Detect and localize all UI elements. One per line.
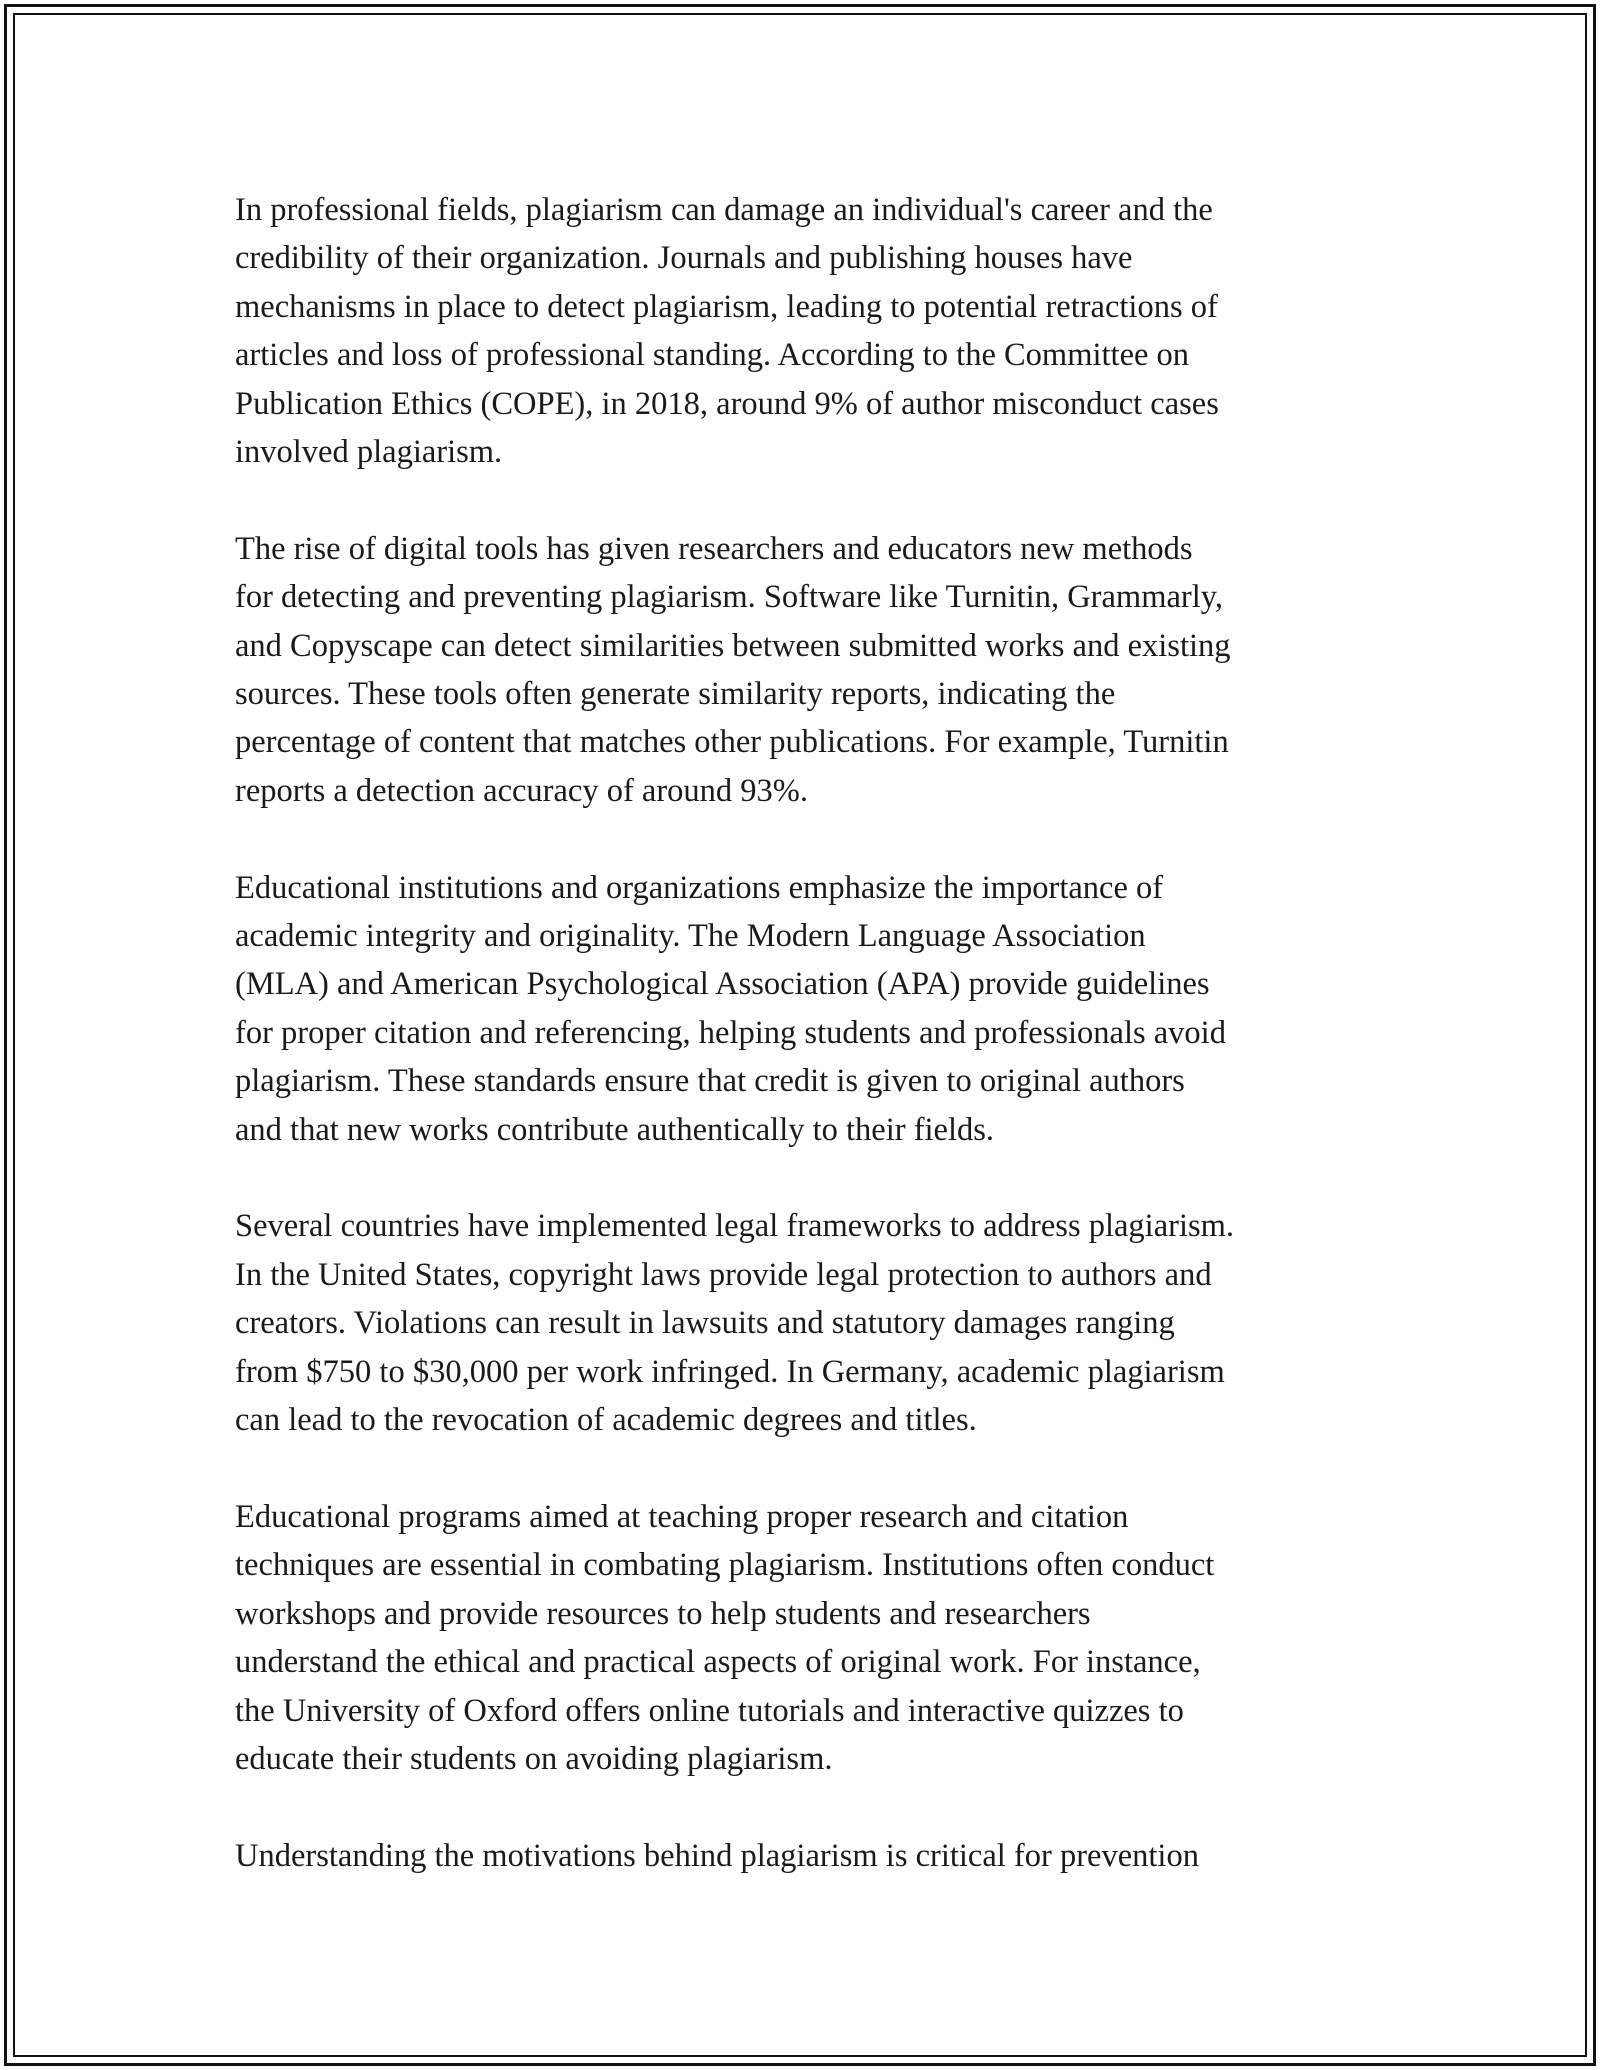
text-line: can lead to the revocation of academic degrees and titles. [235, 1402, 977, 1439]
text-line: Educational programs aimed at teaching proper research and citation [235, 1498, 1129, 1535]
paragraph-legal-frameworks [235, 1202, 1375, 1444]
text-line: for proper citation and referencing, helping students and professionals avoid [235, 1014, 1226, 1051]
text-line: understand the ethical and practical aspects of original work. For instance, [235, 1644, 1201, 1681]
text-line: for detecting and preventing plagiarism. Software like Turnitin, Grammarly, [235, 579, 1224, 616]
text-line: from $750 to $30,000 per work infringed. In Germany, academic plagiarism [235, 1353, 1225, 1390]
text-line: plagiarism. These standards ensure that credit is given to original authors [235, 1063, 1185, 1100]
text-line: mechanisms in place to detect plagiarism, leading to potential retractions of [235, 288, 1218, 325]
paragraph-digital-tools [235, 525, 1375, 815]
text-line: workshops and provide resources to help students and researchers [235, 1595, 1091, 1632]
text-line: Publication Ethics (COPE), in 2018, around 9% of author misconduct cases [235, 385, 1219, 422]
text-line: articles and loss of professional standing. According to the Committee on [235, 337, 1190, 374]
text-line: educate their students on avoiding plagiarism. [235, 1740, 833, 1777]
text-line: Educational institutions and organizations emphasize the importance of [235, 869, 1164, 906]
text-line: In the United States, copyright laws provide legal protection to authors and [235, 1256, 1212, 1293]
paragraph-professional-fields [235, 186, 1375, 476]
text-line: Several countries have implemented legal frameworks to address plagiarism. [235, 1208, 1235, 1245]
paragraph-academic-integrity [235, 864, 1375, 1154]
document-body [235, 186, 1375, 1929]
text-line: and Copyscape can detect similarities between submitted works and existing [235, 627, 1231, 664]
text-line: the University of Oxford offers online tutorials and interactive quizzes to [235, 1692, 1184, 1729]
text-line: percentage of content that matches other publications. For example, Turnitin [235, 724, 1229, 761]
text-line: credibility of their organization. Journals and publishing houses have [235, 240, 1133, 277]
text-line: sources. These tools often generate similarity reports, indicating the [235, 676, 1116, 713]
text-line: techniques are essential in combating plagiarism. Institutions often conduct [235, 1547, 1215, 1584]
text-line: reports a detection accuracy of around 93%. [235, 772, 809, 809]
text-line: Understanding the motivations behind plagiarism is critical for prevention [235, 1837, 1199, 1874]
text-line: creators. Violations can result in lawsuits and statutory damages ranging [235, 1305, 1175, 1342]
text-line: and that new works contribute authentically to their fields. [235, 1111, 995, 1148]
text-line: (MLA) and American Psychological Association (APA) provide guidelines [235, 966, 1210, 1003]
text-line: In professional fields, plagiarism can damage an individual's career and the [235, 192, 1213, 228]
text-line: involved plagiarism. [235, 434, 503, 471]
paragraph-educational-programs [235, 1493, 1375, 1783]
text-line: academic integrity and originality. The Modern Language Association [235, 918, 1146, 955]
text-line: The rise of digital tools has given researchers and educators new methods [235, 530, 1193, 567]
paragraph-motivations [235, 1832, 1375, 1880]
